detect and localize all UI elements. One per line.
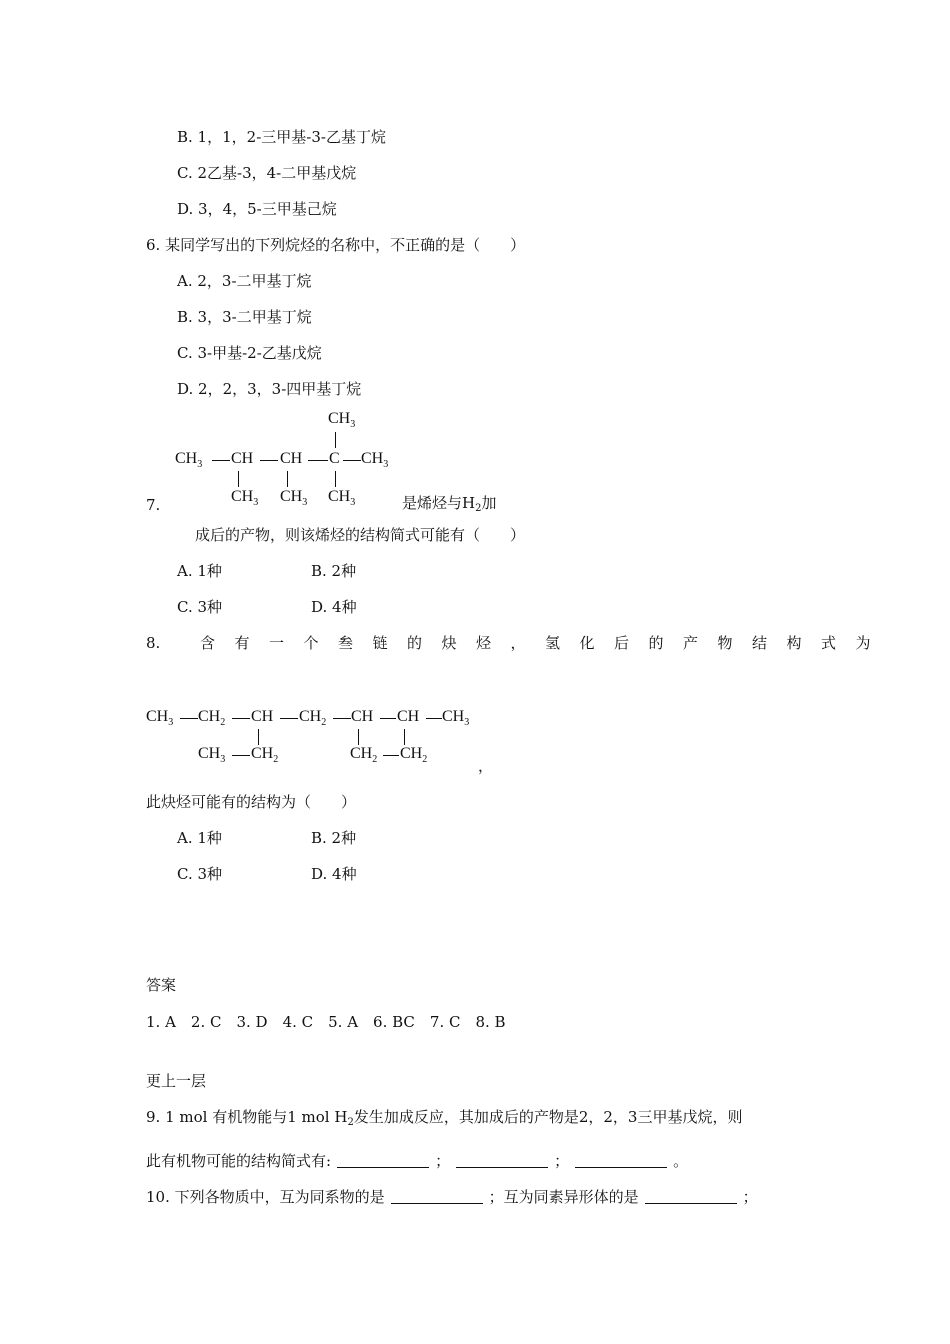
q7-option-d: D. 4种 [311,598,357,616]
answers-title: 答案 [146,976,177,994]
q8-stem-2: 此炔烃可能有的结构为（ ） [146,793,357,811]
answer-blank[interactable] [645,1189,737,1204]
answer-blank[interactable] [337,1153,429,1168]
q10-stem: 10. 下列各物质中，互为同系物的是 ；互为同素异形体的是 ； [146,1188,758,1206]
q8-structural-formula: $CH_3$ $CH_2$ CH $CH_2$ CH CH $CH_3$ $CH_3$ $CH_2$ $CH_2$ $CH_2$ [146,708,470,765]
q7-option-c: C. 3种 [177,598,223,616]
q6-option-d: D. 2，2，3，3-四甲基丁烷 [177,380,362,398]
q6-option-b: B. 3，3-二甲基丁烷 [177,308,312,326]
answer-blank[interactable] [456,1153,548,1168]
q8-option-d: D. 4种 [311,865,357,883]
q8-stem: 含有一个叁链的炔烃，氢化后的产物结构式为 [200,634,891,652]
q8-option-b: B. 2种 [311,829,357,847]
q8-option-a: A. 1种 [177,829,222,847]
q7-option-b: B. 2种 [311,562,357,580]
q7-number: 7. [146,496,161,514]
q8-number: 8. [146,634,161,652]
q9-stem-2: 此有机物可能的结构简式有: ； ； 。 [146,1152,689,1170]
q9-stem: 9. 1 mol 有机物能与1 mol $H_2$发生加成反应，其加成后的产物是2，2，3三甲基戊烷，则 [146,1108,743,1128]
q5-option-d: D. 3，4，5-三甲基己烷 [177,200,337,218]
advanced-title: 更上一层 [146,1072,207,1090]
q8-comma: ， [478,757,494,775]
q6-option-a: A. 2，3-二甲基丁烷 [177,272,312,290]
answers-line: 1. A 2. C 3. D 4. C 5. A 6. BC 7. C 8. B [146,1013,506,1031]
q5-option-b: B. 1，1，2-三甲基-3-乙基丁烷 [177,128,386,146]
q7-stem-tail: 是烯烃与$H_2$加 [402,494,497,514]
answer-blank[interactable] [391,1189,483,1204]
q7-stem-2: 成后的产物，则该烯烃的结构简式可能有（ ） [195,526,526,544]
q7-structural-formula: $CH_3$ $CH_3$ CH CH C $CH_3$ $CH_3$ $CH_3$ $CH_3$ [175,410,389,508]
q5-option-c: C. 2乙基-3，4-二甲基戊烷 [177,164,357,182]
q6-stem: 6. 某同学写出的下列烷烃的名称中，不正确的是（ ） [146,236,526,254]
answer-blank[interactable] [575,1153,667,1168]
q8-option-c: C. 3种 [177,865,223,883]
q7-option-a: A. 1种 [177,562,222,580]
formula-text: $CH_3$ [328,410,356,430]
q6-option-c: C. 3-甲基-2-乙基戊烷 [177,344,322,362]
